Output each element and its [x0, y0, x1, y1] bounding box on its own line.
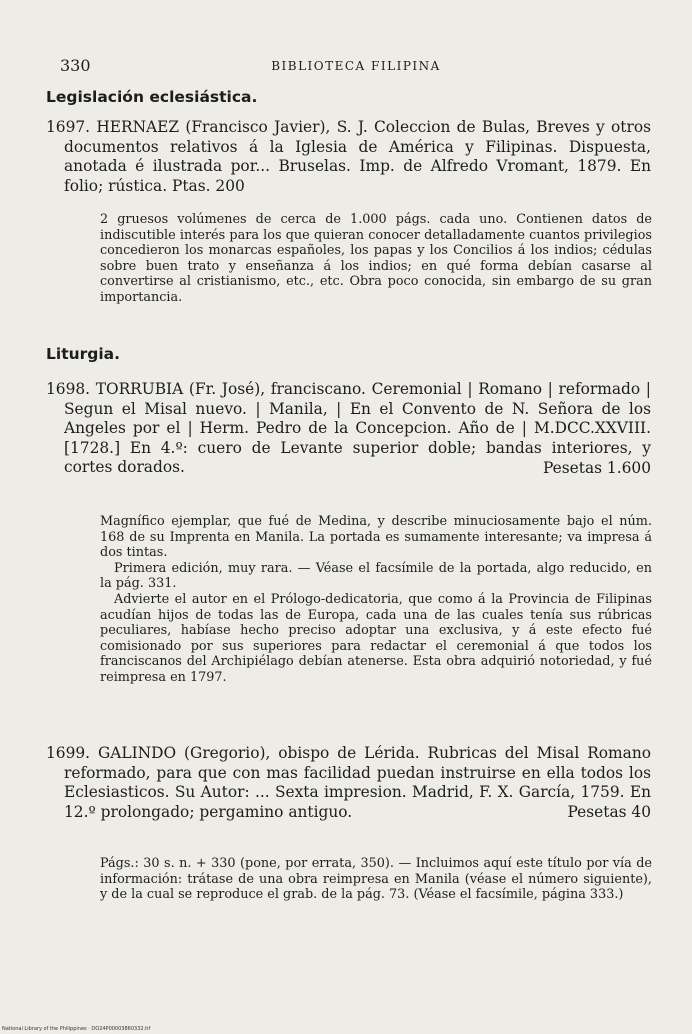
entry-1697 — [46, 118, 651, 196]
entry-1698 — [46, 380, 651, 478]
entry-1698-note — [100, 514, 652, 686]
note-paragraph: Primera edición, muy rara. — Véase el facsímile de la portada, algo reducido, en la pág. 331. — [100, 560, 652, 592]
entry-text: 1698. TORRUBIA (Fr. José), franciscano. Ceremonial | Romano | reformado | Segun el Misal nuevo. | Manila, | En el Convento de N. Señora de los Angeles por el | Herm. Pedro de la Concepcion. Año de | M.DCC.XXVIII. [1728.] En 4.º: cuero de Levante superior doble; bandas interiores, y cortes dorados. — [46, 380, 651, 476]
entry-1697-note — [100, 212, 652, 306]
entry-1699-note — [100, 856, 652, 903]
section-title-legislacion: Legislación eclesiástica. — [46, 88, 258, 106]
running-title: BIBLIOTECA FILIPINA — [271, 59, 441, 73]
note-text: 2 gruesos volúmenes de cerca de 1.000 págs. cada uno. Contienen datos de indiscutible interés para los que quieran conocer detalladamente cuantos privilegios concedieron los monarcas españoles, los papas y los Concilios á los indios; cédulas sobre buen trato y enseñanza á los indios; en qué forma debían casarse al convertirse al cristianismo, etc., etc. Obra poco conocida, sin embargo de su gran importancia. — [100, 212, 652, 305]
note-paragraph: Advierte el autor en el Prólogo-dedicatoria, que como á la Provincia de Filipinas acudían hijos de todas las de Europa, cada una de las cuales tenía sus rúbricas peculiares, habíase hecho preciso adoptar una exclusiva, y á este efecto fué comisionado por sus superiores para redactar el ceremonial á que todos los franciscanos del Archipiélago debían atenerse. Esta obra adquirió notoriedad, y fué reimpresa en 1797. — [100, 591, 652, 685]
entry-text: 1697. HERNAEZ (Francisco Javier), S. J. Coleccion de Bulas, Breves y otros documentos relativos á la Iglesia de América y Filipinas. Dispuesta, anotada é ilustrada por... Bruselas. Imp. de Alfredo Vromant, 1879. En folio; rústica. Ptas. 200 — [46, 118, 651, 195]
section-title-liturgia: Liturgia. — [46, 345, 121, 363]
entry-text: 1699. GALINDO (Gregorio), obispo de Lérida. Rubricas del Misal Romano reformado, para que con mas facilidad puedan instruirse en ella todos los Eclesiasticos. Su Autor: ... Sexta impresion. Madrid, F. X. García, 1759. En 12.º prolongado; pergamino antiguo. — [46, 744, 651, 821]
entry-price: Pesetas 1.600 — [543, 458, 651, 477]
note-text: Págs.: 30 s. n. + 330 (pone, por errata, 350). — Incluimos aquí este título por vía de información: trátase de una obra reimpresa en Manila (véase el número siguiente), y de la cual se reproduce el grab. de la pág. 73. (Véase el facsímile, página 333.) — [100, 856, 652, 903]
entry-1699 — [46, 744, 651, 823]
scan-credit: National Library of the Philippines · DO24P00003860332.tif — [2, 1026, 151, 1032]
note-paragraph: Magnífico ejemplar, que fué de Medina, y describe minuciosamente bajo el núm. 168 de su Imprenta en Manila. La portada es sumamente interesante; va impresa á dos tintas. — [100, 514, 652, 561]
entry-price: Pesetas 40 — [567, 803, 651, 821]
page-number: 330 — [60, 56, 91, 75]
page-header — [60, 56, 652, 78]
